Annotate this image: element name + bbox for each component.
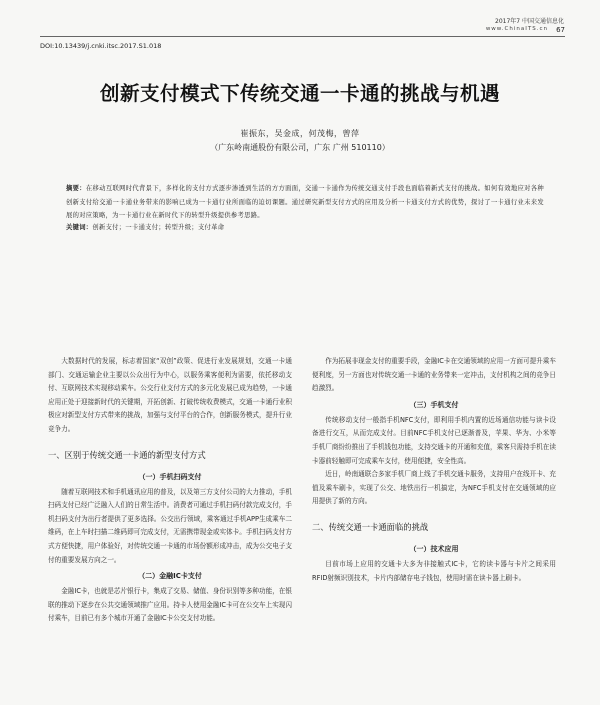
section-1-1-heading: （一）手机扫码支付 [138,472,202,481]
keywords-label: 关键词： [66,224,93,231]
intro-paragraph: 大数据时代的发展，标志着国家“双创”政策、促进行业发展规划，交通一卡通部门、交通运输企业主要以公众出行为中心，以服务乘客便利为需要，依托移动支付、互联网技术实现移动乘车。公交行业支付方式的多元化发展已成为趋势，一卡通应用正处于迎接新时代的关键期，开拓创新、打破传统收费模式，交通一卡通行业积极应对新型支付方式带来的挑战，加强与支付平台的合作，创新服务模式，提升行业竞争力。 [48,357,292,433]
section-1-1-paragraph: 随着互联网技术和手机通讯应用的普及，以及第三方支付公司的大力推动，手机扫码支付已经广泛融入人们的日常生活中。消费者可通过手机扫码付款完成支付，手机扫码支付为出行者提供了更多选择。公交出行领域，乘客通过手机APP生成乘车二维码，在上车时扫描二维码即可完成支付，无需携带现金或实体卡。手机扫码支付方式方便快捷，用户体验好，对传统交通一卡通的市场份额形成冲击，成为公交电子支付的重要发展方向之一。 [48,487,292,564]
abstract-label: 摘要： [66,185,86,192]
page-number: 67 [556,26,565,34]
keywords-text: 创新支付；一卡通支付；转型升级；支付革命 [92,224,225,231]
keywords [66,222,544,231]
body-column-left [48,355,292,626]
article-authors: 崔振东，吴金成，何茂梅，曾萍 [240,129,360,138]
section-1-3-paragraph: 传统移动支付一般指手机NFC支付，即利用手机内置的近场通信功能与读卡设备进行交互，从而完成支付。目前NFC手机支付已逐渐普及，苹果、华为、小米等手机厂商纷纷推出了手机钱包功能，支持交通卡的开通和充值，乘客只需持手机在读卡器前轻触即可完成乘车支付，使用便捷，安全性高。 [312,415,556,465]
section-2-1-paragraph: 目前市场上应用的交通卡大多为非接触式IC卡，它的读卡器与卡片之间采用RFID射频识别技术，卡片内部储存电子钱包，使用时需在读卡器上刷卡。 [312,559,556,582]
article-title: 创新支付模式下传统交通一卡通的挑战与机遇 [99,82,500,105]
section-1-3-continued: 近日，岭南通联合多家手机厂商上线了手机交通卡服务，支持用户在线开卡、充值及乘车刷卡，实现了公交、地铁出行一机搞定，为NFC手机支付在交通领域的应用提供了新的方向。 [312,470,556,506]
section-1-2-continued: 作为拓展非现金支付的重要手段，金融IC卡在交通领域的应用一方面可提升乘车便利度，另一方面也对传统交通一卡通的业务带来一定冲击，支付机构之间的竞争日趋激烈。 [312,357,556,393]
article-affiliation: （广东岭南通股份有限公司，广东 广州 510110） [210,143,390,152]
section-1-2-paragraph: 金融IC卡，也就是芯片银行卡，集成了交易、储值、身份识别等多种功能，在银联的推动下逐步在公共交通领域推广应用。持卡人使用金融IC卡可在公交车上实现闪付乘车，目前已有多个城市开通了金融IC卡公交支付功能。 [48,587,292,623]
doi-line: DOI:10.13439/j.cnki.itsc.2017.S1.018 [40,42,162,50]
abstract-text: 在移动互联网时代背景下，多样化的支付方式逐步渗透到生活的方方面面，交通一卡通作为传统交通支付手段也面临着新式支付的挑战。如何有效地应对各种创新支付给交通一卡通业务带来的影响已成为一卡通行业所面临的迫切课题。通过研究新型支付方式的应用及分析一卡通支付方式的优势，探讨了一卡通行业未来发展的对应策略，为一卡通行业在新时代下的转型升级提供参考思路。 [66,185,544,219]
section-1-2-heading: （二）金融IC卡支付 [138,572,202,581]
section-1-heading: 一、区别于传统交通一卡通的新型支付方式 [48,449,206,460]
journal-website: www.ChinaITS.cn [485,26,548,32]
journal-name: 2017年7 中国交通信息化 [495,18,564,25]
body-column-right [312,355,556,585]
section-2-heading: 二、传统交通一卡通面临的挑战 [312,521,429,532]
section-2-1-heading: （一）技术应用 [409,544,459,553]
header-rule [40,36,565,37]
abstract [66,182,544,223]
section-1-3-heading: （三）手机支付 [409,400,459,409]
